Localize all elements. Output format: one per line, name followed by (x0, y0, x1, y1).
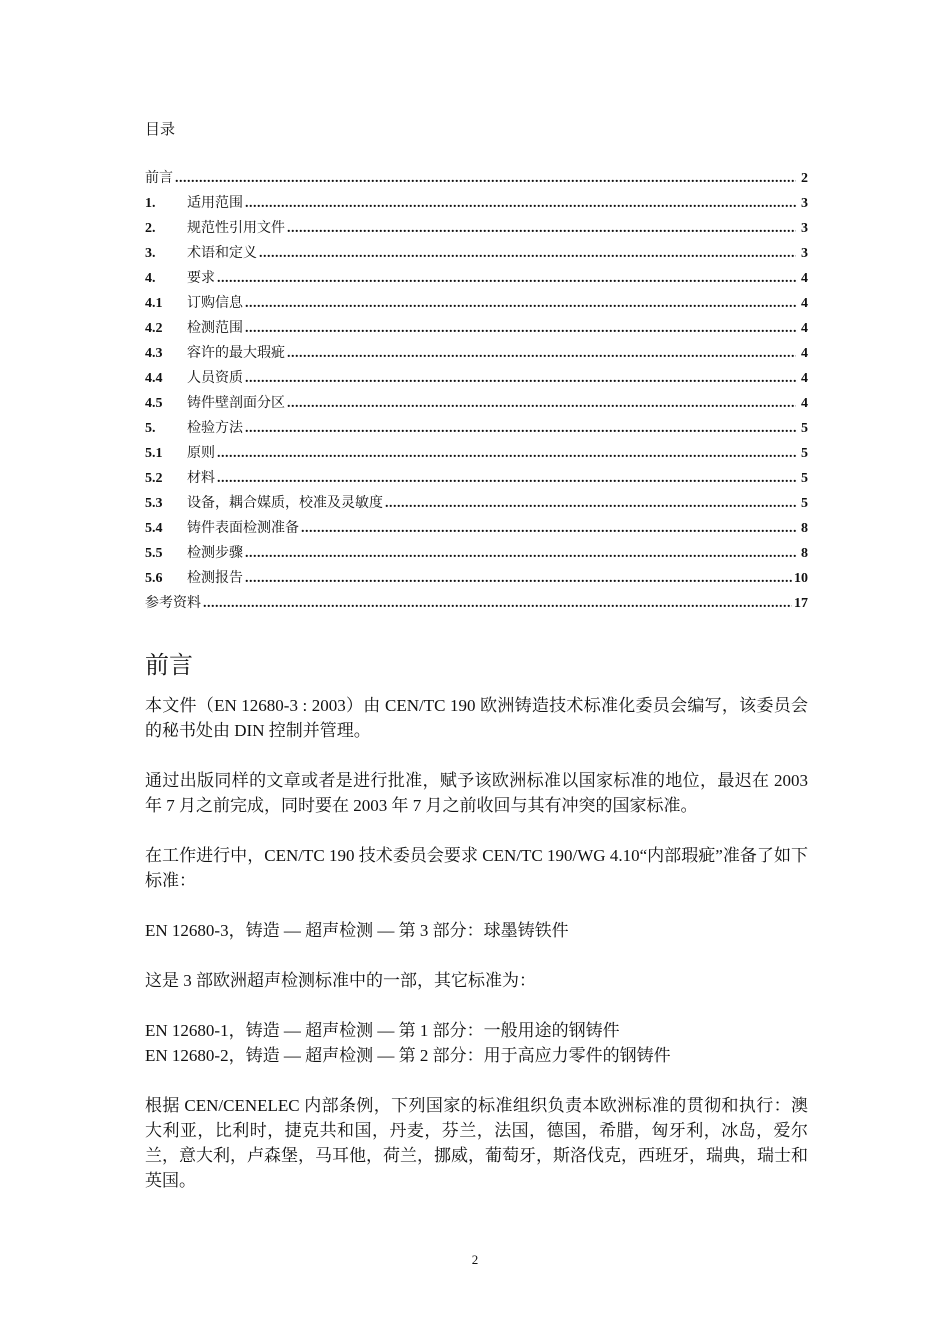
toc-entry-title: 订购信息 (187, 296, 243, 311)
toc-entry-number: 2. (145, 221, 156, 236)
toc-entry-page: 3 (801, 246, 808, 261)
toc-leader-dots (217, 446, 796, 462)
toc-leader-dots (287, 396, 796, 412)
toc-entry-number: 4.3 (145, 346, 163, 361)
toc-entry-number: 5.6 (145, 571, 163, 586)
toc-entry-page: 4 (801, 271, 808, 286)
toc-entry[interactable] (145, 192, 808, 217)
toc-entry[interactable] (145, 567, 808, 592)
toc-entry-title: 参考资料 (145, 596, 201, 611)
foreword-paragraph: 根据 CEN/CENELEC 内部条例，下列国家的标准组织负责本欧洲标准的贯彻和执行：澳大利亚，比利时，捷克共和国，丹麦，芬兰，法国，德国，希腊，匈牙利，冰岛，爱尔兰，意大利，卢森堡，马耳他，荷兰，挪威，葡萄牙，斯洛伐克，西班牙，瑞典，瑞士和英国。 (145, 1096, 808, 1190)
toc-entry[interactable] (145, 442, 808, 467)
toc-leader-dots (245, 371, 796, 387)
toc-entry-page: 4 (801, 296, 808, 311)
toc-entry-number: 1. (145, 196, 156, 211)
toc-entry-number: 5.4 (145, 521, 163, 536)
toc-leader-dots (385, 496, 796, 512)
toc-entry[interactable] (145, 542, 808, 567)
toc-entry[interactable] (145, 417, 808, 442)
toc-entry-title: 术语和定义 (187, 246, 257, 261)
toc-entry[interactable] (145, 167, 808, 192)
toc-entry-page: 5 (801, 446, 808, 461)
toc-entry-number: 5.1 (145, 446, 163, 461)
toc-entry-number: 4. (145, 271, 156, 286)
toc-entry-title: 人员资质 (187, 371, 243, 386)
toc-entry-title: 铸件壁剖面分区 (187, 396, 285, 411)
toc-entry-title: 前言 (145, 171, 173, 186)
toc-leader-dots (287, 221, 796, 237)
foreword-paragraph: 本文件（EN 12680-3 : 2003）由 CEN/TC 190 欧洲铸造技术标准化委员会编写，该委员会的秘书处由 DIN 控制并管理。 (145, 696, 808, 740)
toc-leader-dots (245, 296, 796, 312)
toc-leader-dots (287, 346, 796, 362)
toc-entry-number: 4.2 (145, 321, 163, 336)
toc-leader-dots (217, 271, 796, 287)
foreword-paragraph: 在工作进行中，CEN/TC 190 技术委员会要求 CEN/TC 190/WG 4.10“内部瑕疵”准备了如下标准： (145, 846, 808, 890)
toc-leader-dots (245, 571, 792, 587)
toc-entry[interactable] (145, 467, 808, 492)
page-number: 2 (471, 1252, 479, 1267)
toc-entry-title: 要求 (187, 271, 215, 286)
toc-entry[interactable] (145, 217, 808, 242)
toc-entry-page: 3 (801, 196, 808, 211)
toc-entry[interactable] (145, 342, 808, 367)
foreword-paragraph: 这是 3 部欧洲超声检测标准中的一部，其它标准为： (145, 971, 536, 990)
toc-entry-title: 规范性引用文件 (187, 221, 285, 236)
toc-entry-title: 适用范围 (187, 196, 243, 211)
table-of-contents (145, 167, 808, 617)
toc-entry-page: 8 (801, 521, 808, 536)
toc-entry[interactable] (145, 242, 808, 267)
toc-leader-dots (245, 546, 796, 562)
toc-entry-number: 5.5 (145, 546, 163, 561)
toc-entry-number: 5.3 (145, 496, 163, 511)
toc-leader-dots (301, 521, 796, 537)
toc-entry-page: 17 (794, 596, 808, 611)
toc-entry-page: 5 (801, 471, 808, 486)
foreword-paragraph: EN 12680-1，铸造 — 超声检测 — 第 1 部分：一般用途的钢铸件 (145, 1021, 620, 1040)
toc-entry-number: 3. (145, 246, 156, 261)
toc-heading: 目录 (145, 122, 176, 138)
toc-entry[interactable] (145, 492, 808, 517)
toc-entry-page: 3 (801, 221, 808, 236)
toc-entry[interactable] (145, 367, 808, 392)
toc-leader-dots (217, 471, 796, 487)
foreword-paragraph: EN 12680-2，铸造 — 超声检测 — 第 2 部分：用于高应力零件的钢铸件 (145, 1046, 671, 1065)
foreword-paragraph: 通过出版同样的文章或者是进行批准，赋予该欧洲标准以国家标准的地位，最迟在 2003 年 7 月之前完成，同时要在 2003 年 7 月之前收回与其有冲突的国家标准。 (145, 771, 808, 815)
toc-entry-number: 4.5 (145, 396, 163, 411)
toc-entry-page: 8 (801, 546, 808, 561)
foreword-heading: 前言 (145, 653, 193, 679)
toc-entry-title: 铸件表面检测准备 (187, 521, 299, 536)
toc-entry-number: 5. (145, 421, 156, 436)
toc-entry-title: 检测范围 (187, 321, 243, 336)
toc-entry-page: 10 (794, 571, 808, 586)
toc-entry-page: 4 (801, 396, 808, 411)
toc-leader-dots (245, 321, 796, 337)
toc-leader-dots (245, 421, 796, 437)
toc-entry[interactable] (145, 317, 808, 342)
toc-entry-page: 4 (801, 346, 808, 361)
toc-entry-title: 检验方法 (187, 421, 243, 436)
toc-entry-number: 4.1 (145, 296, 163, 311)
foreword-paragraph: EN 12680-3，铸造 — 超声检测 — 第 3 部分：球墨铸铁件 (145, 921, 569, 940)
toc-entry-page: 5 (801, 496, 808, 511)
toc-leader-dots (175, 171, 796, 187)
toc-entry-page: 4 (801, 321, 808, 336)
toc-entry-title: 设备，耦合媒质，校准及灵敏度 (187, 496, 383, 511)
toc-entry[interactable] (145, 592, 808, 617)
toc-leader-dots (245, 196, 796, 212)
toc-entry[interactable] (145, 392, 808, 417)
toc-entry-title: 检测报告 (187, 571, 243, 586)
toc-entry[interactable] (145, 292, 808, 317)
toc-entry-title: 容许的最大瑕疵 (187, 346, 285, 361)
toc-leader-dots (203, 596, 792, 612)
toc-entry-page: 4 (801, 371, 808, 386)
toc-entry[interactable] (145, 267, 808, 292)
toc-entry-page: 2 (801, 171, 808, 186)
toc-entry-title: 检测步骤 (187, 546, 243, 561)
foreword-body (145, 693, 808, 1218)
toc-entry-number: 5.2 (145, 471, 163, 486)
toc-entry[interactable] (145, 517, 808, 542)
toc-entry-title: 原则 (187, 446, 215, 461)
toc-entry-number: 4.4 (145, 371, 163, 386)
toc-leader-dots (259, 246, 796, 262)
toc-entry-page: 5 (801, 421, 808, 436)
toc-entry-title: 材料 (187, 471, 215, 486)
